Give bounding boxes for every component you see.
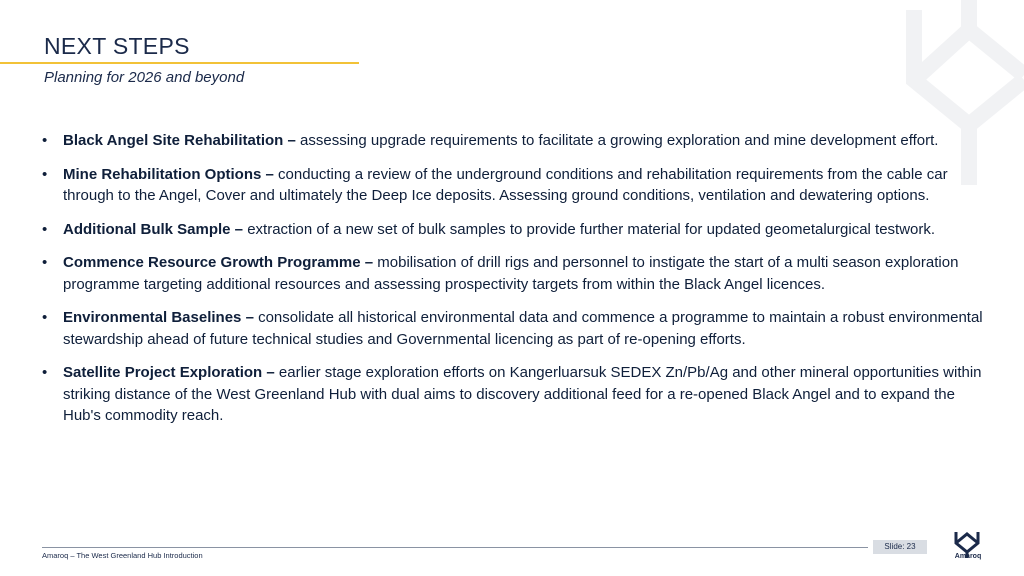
title-underline xyxy=(0,62,359,64)
list-item-text: mobilisation of drill rigs and personnel to instigate the start of a multi season exploration programme targeting additional resources and assessing prospectivity targets from within the Black Angel licences. xyxy=(63,254,959,293)
list-item-heading: Additional Bulk Sample – xyxy=(63,220,244,238)
footer-caption: Amaroq – The West Greenland Hub Introduction xyxy=(42,551,203,560)
slide-number-badge: Slide: 23 xyxy=(873,540,927,554)
list-item-heading: Mine Rehabilitation Options – xyxy=(63,165,274,183)
list-item xyxy=(42,219,992,241)
page-subtitle: Planning for 2026 and beyond xyxy=(44,69,245,86)
list-item xyxy=(42,362,992,427)
list-item xyxy=(42,130,992,152)
list-item-heading: Commence Resource Growth Programme – xyxy=(63,254,374,271)
bullet-icon: • xyxy=(42,254,48,271)
list-item-heading: Black Angel Site Rehabilitation – xyxy=(63,132,296,149)
bullet-icon: • xyxy=(42,132,48,149)
list-item-text: conducting a review of the underground conditions and rehabilitation requirements from the cable car through to the Angel, Cover and ultimately the Deep Ice deposits. Assessing ground conditions, ventilation and dewatering options. xyxy=(63,165,948,204)
list-item-text: assessing upgrade requirements to facilitate a growing exploration and mine development effort. xyxy=(295,132,939,149)
bullet-icon: • xyxy=(42,309,48,326)
bullet-icon: • xyxy=(42,364,48,381)
list-item-heading: Satellite Project Exploration – xyxy=(63,364,275,381)
list-item-text: extraction of a new set of bulk samples to provide further material for updated geometalurgical testwork. xyxy=(243,220,936,238)
list-item-text: earlier stage exploration efforts on Kangerluarsuk SEDEX Zn/Pb/Ag and other mineral opportunities within striking distance of the West Greenland Hub with dual aims to discovery additional feed for a re-opened Black Angel and to expand the Hub's commodity reach. xyxy=(63,364,982,424)
footer-divider xyxy=(42,547,868,548)
bullet-icon: • xyxy=(42,220,48,238)
page-title: NEXT STEPS xyxy=(44,33,190,59)
next-steps-list xyxy=(42,130,992,439)
list-item xyxy=(42,307,992,350)
bullet-icon: • xyxy=(42,165,48,183)
list-item xyxy=(42,252,992,295)
list-item-heading: Environmental Baselines – xyxy=(63,309,254,326)
logo-wordmark: Amaroq xyxy=(954,553,982,560)
list-item xyxy=(42,164,992,207)
list-item-text: consolidate all historical environmental data and commence a programme to maintain a robust environmental stewardship ahead of future technical studies and Governmental licencing as part of re-opening efforts. xyxy=(63,309,983,348)
